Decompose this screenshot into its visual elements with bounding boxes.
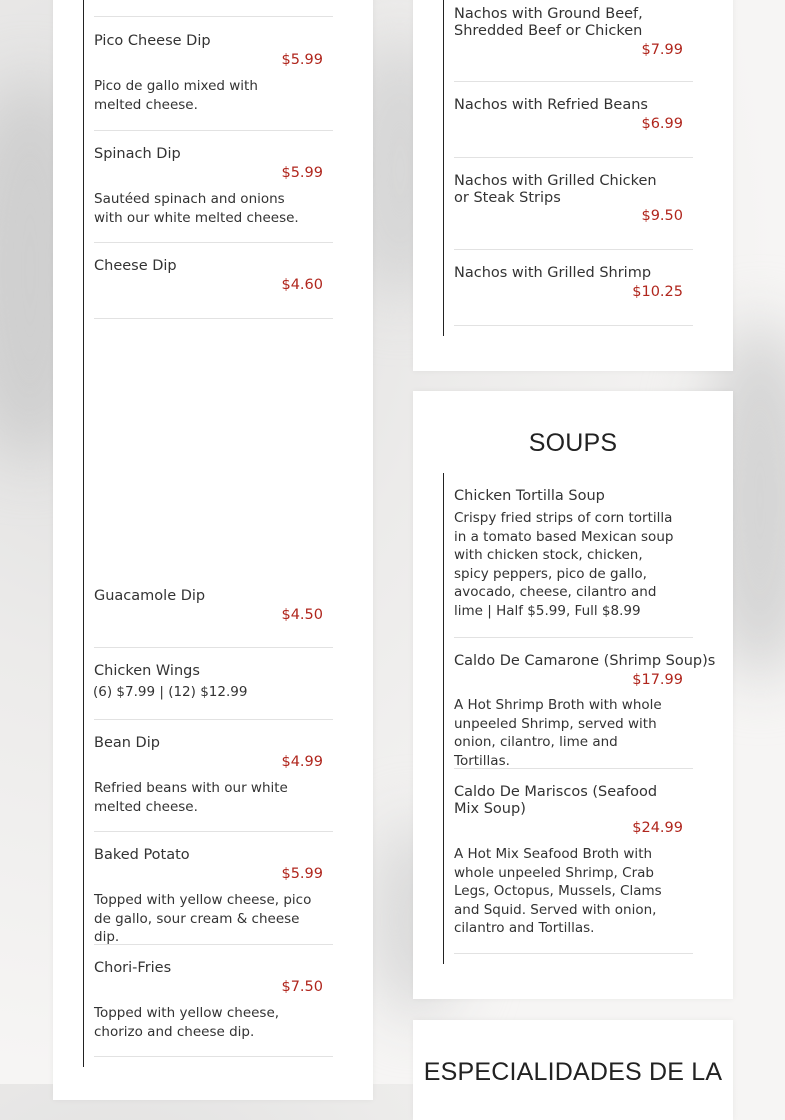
item-description: (6) $7.99 | (12) $12.99: [93, 684, 248, 700]
especialidades-card: [413, 1020, 733, 1120]
list-item: [94, 242, 333, 319]
item-name: Bean Dip: [94, 735, 160, 751]
item-description: Pico de gallo mixed with melted cheese.: [94, 78, 258, 113]
item-price: $5.99: [281, 165, 323, 181]
list-item: [454, 81, 693, 158]
item-name: Cheese Dip: [94, 258, 177, 274]
item-description: Sautéed spinach and onions with our white melted cheese.: [94, 191, 299, 226]
nachos-card: [413, 0, 733, 371]
section-title: SOUPS: [528, 429, 618, 457]
list-item: [94, 130, 333, 243]
list-item: [454, 157, 693, 250]
item-price: $6.99: [641, 116, 683, 132]
item-name: Pico Cheese Dip: [94, 33, 211, 49]
item-price: $17.99: [632, 672, 683, 688]
list-item: [454, 249, 693, 326]
nachos-list: [443, 0, 694, 336]
list-item: [94, 572, 333, 648]
item-name: Caldo De Camarone (Shrimp Soup)s: [454, 653, 716, 669]
list-item: [94, 831, 333, 945]
item-name: Nachos with Grilled Shrimp: [454, 265, 652, 281]
item-description: Topped with yellow cheese, chorizo and cheese dip.: [94, 1005, 280, 1040]
item-description: Crispy fried strips of corn tortilla in a tomato based Mexican soup with chicken stock, chicken, spicy peppers, pico de gallo, avocado, cheese, cilantro and lime | Half $5.99, Full $8.99: [454, 510, 674, 619]
list-item: [94, 944, 333, 1057]
appetizers-card: [53, 0, 373, 1100]
item-description: Refried beans with our white melted cheese.: [94, 780, 288, 815]
item-name: Spinach Dip: [94, 146, 181, 162]
list-item: [94, 719, 333, 832]
item-name: Guacamole Dip: [94, 588, 206, 604]
item-description: Topped with yellow cheese, pico de gallo, sour cream & cheese dip.: [94, 892, 312, 945]
list-item: [94, 17, 333, 131]
item-price: $4.99: [281, 754, 323, 770]
list-item: [94, 647, 333, 720]
item-name: Nachos with Refried Beans: [454, 97, 648, 113]
item-price: $7.99: [641, 42, 683, 58]
item-price: $4.50: [281, 607, 323, 623]
item-name: Chicken Wings: [94, 663, 200, 679]
item-description: A Hot Shrimp Broth with whole unpeeled Shrimp, served with onion, cilantro, lime and Tortillas.: [454, 697, 662, 769]
list-item: [454, 0, 693, 82]
list-item: [454, 473, 693, 638]
soups-card: [413, 391, 733, 999]
item-name: Chicken Tortilla Soup: [454, 488, 605, 504]
item-price: $4.60: [281, 277, 323, 293]
item-price: $7.50: [281, 979, 323, 995]
item-price: $9.50: [641, 208, 683, 224]
item-price: $5.99: [281, 866, 323, 882]
appetizers-list: [83, 0, 334, 1067]
item-price: $5.99: [281, 52, 323, 68]
item-price: $10.25: [632, 284, 683, 300]
soups-list: [443, 473, 716, 964]
item-name: Nachos with Ground Beef, Shredded Beef or Chicken: [454, 6, 643, 39]
item-description: A Hot Mix Seafood Broth with whole unpeeled Shrimp, Crab Legs, Octopus, Mussels, Clams and Squid. Served with onion, cilantro and Tortillas.: [454, 846, 662, 936]
item-name: Baked Potato: [94, 847, 190, 863]
item-price: $24.99: [632, 820, 683, 836]
item-name: Nachos with Grilled Chicken or Steak Strips: [454, 173, 657, 206]
section-title: ESPECIALIDADES DE LA: [423, 1058, 723, 1086]
list-item: [454, 637, 716, 769]
item-name: Caldo De Mariscos (Seafood Mix Soup): [454, 784, 658, 817]
item-name: Chori-Fries: [94, 960, 172, 976]
list-item: [454, 768, 693, 954]
